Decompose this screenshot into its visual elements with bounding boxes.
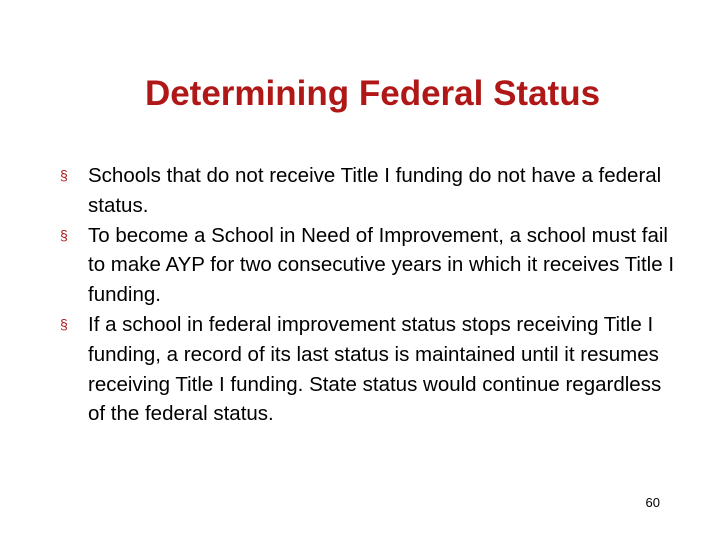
slide-title: Determining Federal Status — [144, 74, 601, 113]
bullet-marker-icon: § — [60, 167, 68, 183]
bullet-item — [60, 161, 680, 221]
bullet-list — [60, 161, 680, 429]
bullet-item — [60, 310, 680, 429]
bullet-item — [60, 221, 680, 310]
bullet-text: To become a School in Need of Improvement, a school must fail to make AYP for two consecutive years in which it receives Title I funding. — [88, 223, 675, 307]
page-number: 60 — [645, 495, 660, 510]
bullet-text: If a school in federal improvement status stops receiving Title I funding, a record of its last status is maintained until it resumes receiving Title I funding. State status would continue regardless of the federal status. — [88, 312, 662, 426]
bullet-marker-icon: § — [60, 315, 68, 332]
bullet-marker-icon: § — [60, 226, 68, 243]
bullet-text: Schools that do not receive Title I funding do not have a federal status. — [88, 164, 662, 217]
